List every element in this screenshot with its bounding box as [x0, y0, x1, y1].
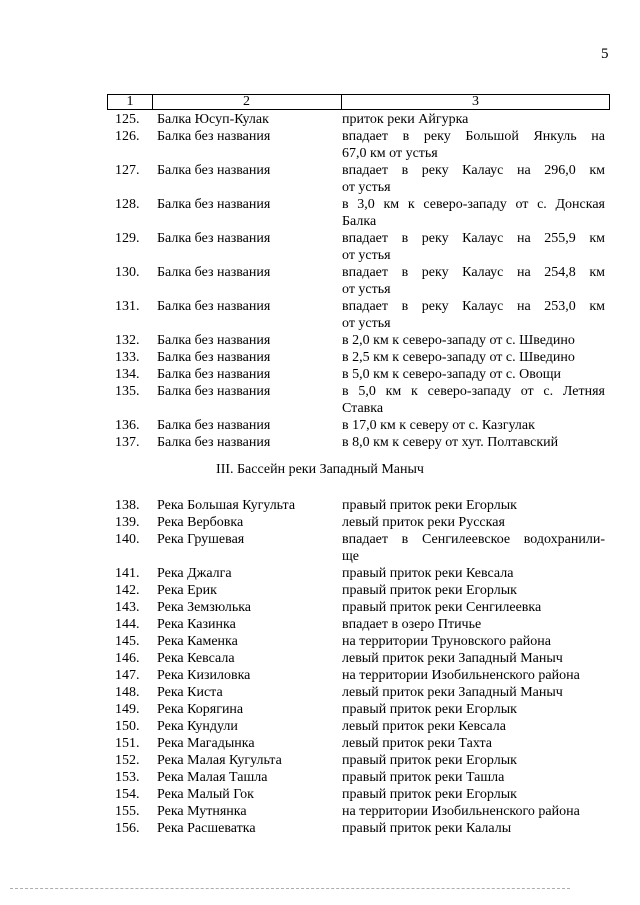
header-column-1: 1 — [108, 95, 153, 109]
location-description — [342, 650, 605, 667]
description-line: правый приток реки Егорлык — [342, 753, 517, 768]
description-line: впадает в Сенгилеевское водохранили- — [342, 532, 605, 547]
description-line: от устья — [342, 282, 391, 297]
water-body-name: Река Киста — [157, 685, 223, 700]
water-body-name: Река Грушевая — [157, 532, 245, 547]
row-number: 130. — [115, 265, 140, 280]
description-line: впадает в реку Большой Янкуль на — [342, 129, 605, 144]
description-line: правый приток реки Кевсала — [342, 566, 514, 581]
row-number: 145. — [115, 634, 140, 649]
water-body-name: Балка без названия — [157, 265, 271, 280]
location-description — [342, 565, 605, 582]
water-body-name: Балка без названия — [157, 435, 271, 450]
water-body-name: Балка без названия — [157, 129, 271, 144]
water-body-name: Река Магадынка — [157, 736, 255, 751]
water-body-name: Балка без названия — [157, 350, 271, 365]
description-line: от устья — [342, 316, 391, 331]
water-body-name: Река Джалга — [157, 566, 232, 581]
row-number: 151. — [115, 736, 140, 751]
description-line: ще — [342, 549, 359, 564]
description-line: правый приток реки Егорлык — [342, 583, 517, 598]
table-header — [107, 94, 610, 110]
description-line: правый приток реки Ташла — [342, 770, 505, 785]
row-number: 146. — [115, 651, 140, 666]
location-description — [342, 298, 605, 332]
description-line: в 2,5 км к северо-западу от с. Шведино — [342, 350, 575, 365]
water-body-name: Река Кизиловка — [157, 668, 251, 683]
water-body-name: Река Малая Кугульта — [157, 753, 282, 768]
scan-edge-line — [10, 888, 570, 889]
description-line: Ставка — [342, 401, 384, 416]
location-description — [342, 803, 605, 820]
header-column-2: 2 — [152, 95, 342, 109]
location-description — [342, 769, 605, 786]
description-line: впадает в реку Калаус на 254,8 км — [342, 265, 605, 280]
description-line: в 17,0 км к северу от с. Казгулак — [342, 418, 535, 433]
water-body-name: Балка Юсуп-Кулак — [157, 112, 269, 127]
description-line: в 3,0 км к северо-западу от с. Донская — [342, 197, 605, 212]
row-number: 132. — [115, 333, 140, 348]
location-description — [342, 599, 605, 616]
water-body-name: Балка без названия — [157, 367, 271, 382]
row-number: 137. — [115, 435, 140, 450]
water-body-name: Река Кундули — [157, 719, 238, 734]
water-body-name: Балка без названия — [157, 418, 271, 433]
description-line: левый приток реки Кевсала — [342, 719, 506, 734]
description-line: от устья — [342, 248, 391, 263]
location-description — [342, 735, 605, 752]
row-number: 140. — [115, 532, 140, 547]
location-description — [342, 514, 605, 531]
description-line: левый приток реки Западный Маныч — [342, 685, 563, 700]
header-column-3: 3 — [472, 94, 479, 109]
row-number: 128. — [115, 197, 140, 212]
row-number: 127. — [115, 163, 140, 178]
row-number: 131. — [115, 299, 140, 314]
water-body-name: Река Ерик — [157, 583, 217, 598]
description-line: 67,0 км от устья — [342, 146, 438, 161]
row-number: 139. — [115, 515, 140, 530]
row-number: 136. — [115, 418, 140, 433]
row-number: 149. — [115, 702, 140, 717]
location-description — [342, 752, 605, 769]
location-description — [342, 383, 605, 417]
description-line: в 8,0 км к северу от хут. Полтавский — [342, 435, 559, 450]
location-description — [342, 264, 605, 298]
row-number: 134. — [115, 367, 140, 382]
description-line: правый приток реки Сенгилеевка — [342, 600, 542, 615]
location-description — [342, 616, 605, 633]
description-line: в 5,0 км к северо-западу от с. Летняя — [342, 384, 605, 399]
description-line: впадает в реку Калаус на 296,0 км — [342, 163, 605, 178]
location-description — [342, 786, 605, 803]
row-number: 143. — [115, 600, 140, 615]
location-description — [342, 366, 605, 383]
description-line: впадает в озеро Птичье — [342, 617, 482, 632]
water-body-name: Река Казинка — [157, 617, 236, 632]
description-line: приток реки Айгурка — [342, 112, 469, 127]
description-line: правый приток реки Калалы — [342, 821, 512, 836]
description-line: впадает в реку Калаус на 255,9 км — [342, 231, 605, 246]
description-line: левый приток реки Русская — [342, 515, 505, 530]
section-heading: III. Бассейн реки Западный Маныч — [216, 462, 424, 477]
location-description — [342, 332, 605, 349]
row-number: 135. — [115, 384, 140, 399]
water-body-name: Река Корягина — [157, 702, 244, 717]
water-body-name: Балка без названия — [157, 197, 271, 212]
location-description — [342, 349, 605, 366]
water-body-name: Река Расшеватка — [157, 821, 256, 836]
description-line: на территории Изобильненского района — [342, 804, 580, 819]
location-description — [342, 417, 605, 434]
row-number: 144. — [115, 617, 140, 632]
location-description — [342, 582, 605, 599]
water-body-name: Река Каменка — [157, 634, 238, 649]
water-body-name: Балка без названия — [157, 333, 271, 348]
description-line: на территории Изобильненского района — [342, 668, 580, 683]
location-description — [342, 162, 605, 196]
water-body-name: Река Земзюлька — [157, 600, 252, 615]
location-description — [342, 684, 605, 701]
description-line: правый приток реки Егорлык — [342, 498, 517, 513]
description-line: впадает в реку Калаус на 253,0 км — [342, 299, 605, 314]
water-body-name: Балка без названия — [157, 163, 271, 178]
description-line: от устья — [342, 180, 391, 195]
description-line: в 2,0 км к северо-западу от с. Шведино — [342, 333, 575, 348]
row-number: 154. — [115, 787, 140, 802]
location-description — [342, 633, 605, 650]
water-body-name: Балка без названия — [157, 384, 271, 399]
water-body-name: Река Мутнянка — [157, 804, 247, 819]
water-body-name: Балка без названия — [157, 231, 271, 246]
location-description — [342, 531, 605, 565]
location-description — [342, 196, 605, 230]
row-number: 155. — [115, 804, 140, 819]
row-number: 133. — [115, 350, 140, 365]
location-description — [342, 434, 605, 451]
page-number: 5 — [601, 46, 609, 62]
location-description — [342, 701, 605, 718]
description-line: правый приток реки Егорлык — [342, 787, 517, 802]
row-number: 147. — [115, 668, 140, 683]
location-description — [342, 128, 605, 162]
row-number: 141. — [115, 566, 140, 581]
water-body-name: Река Малый Гок — [157, 787, 254, 802]
location-description — [342, 497, 605, 514]
row-number: 150. — [115, 719, 140, 734]
location-description — [342, 230, 605, 264]
row-number: 153. — [115, 770, 140, 785]
row-number: 138. — [115, 498, 140, 513]
location-description — [342, 667, 605, 684]
description-line: правый приток реки Егорлык — [342, 702, 517, 717]
row-number: 156. — [115, 821, 140, 836]
water-body-name: Река Большая Кугульта — [157, 498, 296, 513]
description-line: на территории Труновского района — [342, 634, 551, 649]
row-number: 142. — [115, 583, 140, 598]
row-number: 148. — [115, 685, 140, 700]
water-body-name: Река Малая Ташла — [157, 770, 268, 785]
water-body-name: Балка без названия — [157, 299, 271, 314]
location-description — [342, 820, 605, 837]
water-body-name: Река Кевсала — [157, 651, 235, 666]
row-number: 129. — [115, 231, 140, 246]
description-line: левый приток реки Западный Маныч — [342, 651, 563, 666]
row-number: 152. — [115, 753, 140, 768]
description-line: левый приток реки Тахта — [342, 736, 493, 751]
location-description — [342, 718, 605, 735]
description-line: Балка — [342, 214, 377, 229]
water-body-name: Река Вербовка — [157, 515, 244, 530]
row-number: 126. — [115, 129, 140, 144]
location-description — [342, 111, 605, 128]
row-number: 125. — [115, 112, 140, 127]
description-line: в 5,0 км к северо-западу от с. Овощи — [342, 367, 562, 382]
